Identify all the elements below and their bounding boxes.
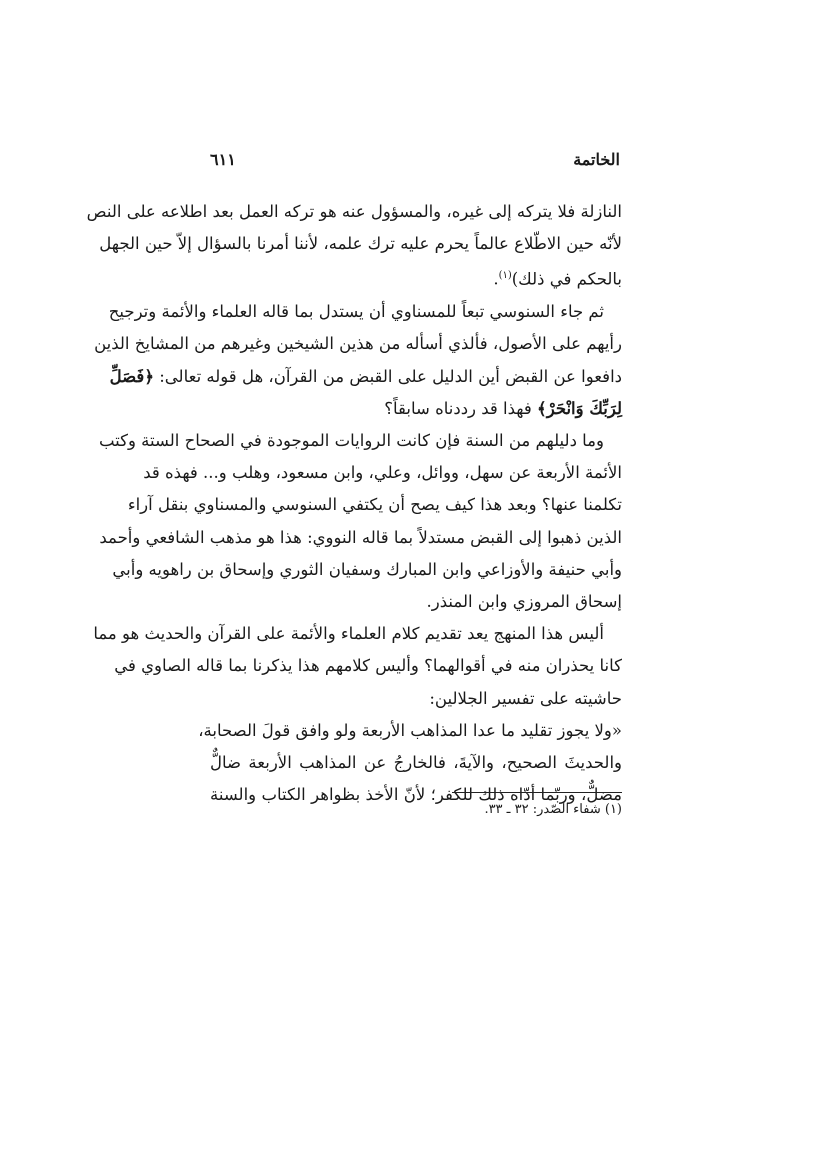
chapter-title: الخاتمة bbox=[573, 150, 620, 169]
text-line: كانا يحذران منه في أقوالهما؟ وأليس كلامهم هذا يذكرنا بما قاله الصاوي في bbox=[114, 656, 622, 676]
footnote: (١) شفاء الصّدر: ٣٢ ـ ٣٣. bbox=[484, 802, 622, 817]
quran-verse: لِرَبِّكَ وَانْحَرْ﴾ bbox=[537, 398, 622, 418]
footnote-marker: (١) bbox=[498, 270, 512, 282]
text-line: وما دليلهم من السنة فإن كانت الروايات الموجودة في الصحاح الستة وكتب bbox=[98, 430, 604, 450]
text-line: النازلة فلا يتركه إلى غيره، والمسؤول عنه هو تركه العمل بعد اطلاعه على النص bbox=[86, 202, 622, 221]
main-text bbox=[86, 196, 622, 811]
text-line bbox=[109, 361, 622, 393]
text-line: أليس هذا المنهج يعد تقديم كلام العلماء والأئمة على القرآن والحديث هو مما bbox=[93, 624, 604, 644]
page-header bbox=[210, 150, 620, 180]
text-line bbox=[210, 260, 622, 296]
text-fragment: فهذا قد رددناه سابقاً؟ bbox=[384, 398, 532, 418]
text-line: الأئمة الأربعة عن سهل، ووائل، وعلي، وابن مسعود، وهلب و... فهذه قد bbox=[143, 463, 622, 483]
page-number: ٦١١ bbox=[210, 150, 236, 169]
quote-line: «ولا يجوز تقليد ما عدا المذاهب الأربعة ولو وافق قولَ الصحابة، bbox=[198, 720, 622, 740]
quran-verse: ﴿فَصَلِّ bbox=[109, 366, 154, 386]
quote-line: مضلٌّ، وربّما أدّاه ذلك للكفر؛ لأنّ الأخذ بظواهر الكتاب والسنة bbox=[210, 785, 622, 805]
text-line: حاشيته على تفسير الجلالين: bbox=[429, 688, 622, 708]
text-line bbox=[210, 393, 622, 425]
text-fragment: . bbox=[493, 269, 499, 289]
text-fragment: دافعوا عن القبض أين الدليل على القبض من القرآن، هل قوله تعالى: bbox=[159, 366, 622, 386]
text-fragment: بالحكم في ذلك) bbox=[511, 269, 622, 289]
text-line: ثم جاء السنوسي تبعاً للمسناوي أن يستدل بما قاله العلماء والأئمة وترجيح bbox=[108, 302, 604, 322]
text-line: الذين ذهبوا إلى القبض مستدلاً بما قاله النووي: هذا هو مذهب الشافعي وأحمد bbox=[99, 527, 622, 547]
footnote-divider bbox=[452, 792, 622, 793]
quote-line: والحديثَ الصحيح، والآيةَ، فالخارجُ عن المذاهب الأربعة ضالٌّ bbox=[210, 752, 622, 772]
text-line: وأبي حنيفة والأوزاعي وابن المبارك وسفيان الثوري وإسحاق بن راهويه وأبي bbox=[112, 559, 622, 579]
text-line: رأيهم على الأصول، فألذي أسأله من هذين الشيخين وغيرهم من المشايخ الذين bbox=[94, 334, 622, 354]
text-line: تكلمنا عنها؟ وبعد هذا كيف يصح أن يكتفي السنوسي والمسناوي بنقل آراء bbox=[127, 495, 622, 515]
text-line: إسحاق المروزي وابن المنذر. bbox=[426, 591, 622, 611]
text-line: لأنّه حين الاطّلاع عالماً يحرم عليه ترك علمه، لأننا أمرنا بالسؤال إلاّ حين الجهل bbox=[99, 234, 622, 254]
